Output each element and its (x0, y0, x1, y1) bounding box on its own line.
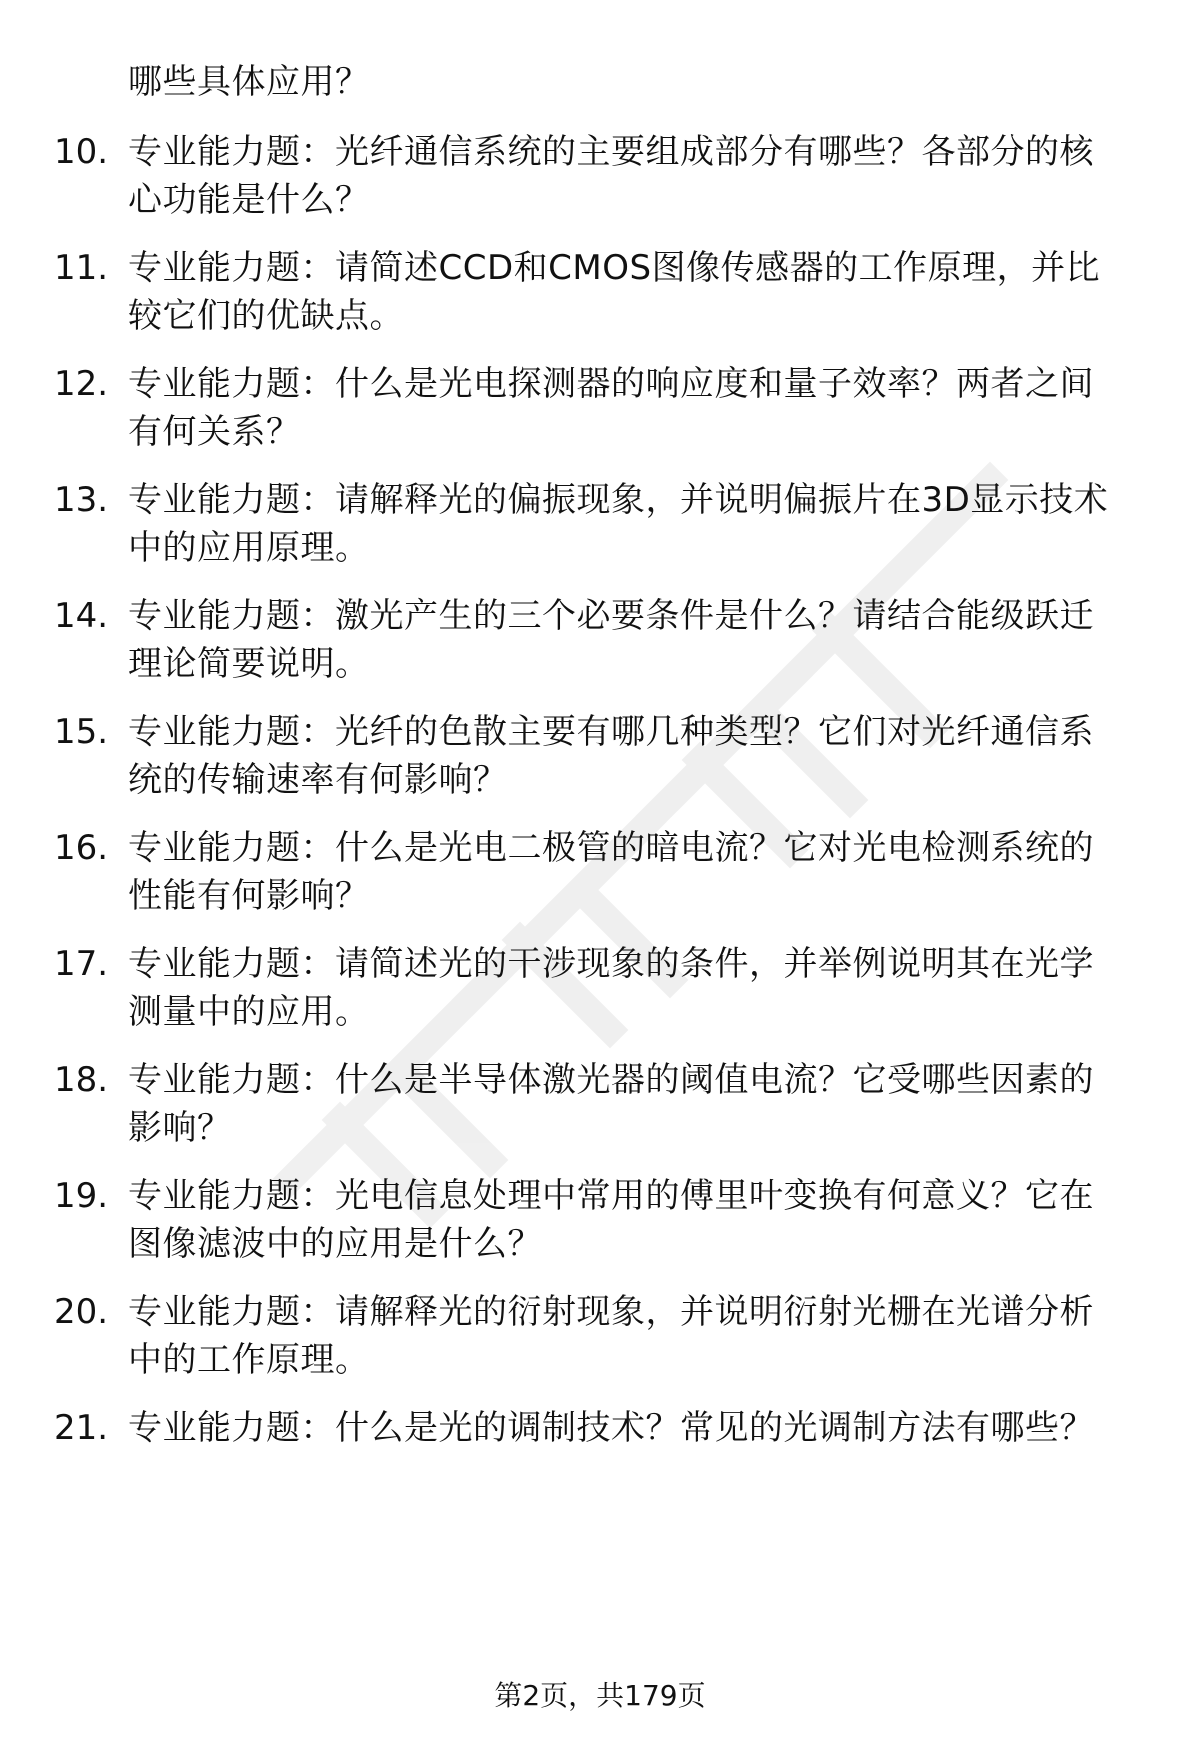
question-text-line: 专业能力题：光纤通信系统的主要组成部分有哪些？各部分的核 (128, 132, 1094, 172)
question-number: 10. (54, 132, 109, 172)
question-text-line: 专业能力题：激光产生的三个必要条件是什么？请结合能级跃迁 (128, 596, 1094, 636)
question-text-line: 有何关系？ (128, 412, 301, 452)
question-text-line: 专业能力题：什么是半导体激光器的阈值电流？它受哪些因素的 (128, 1060, 1094, 1100)
question-text-line: 性能有何影响？ (128, 876, 370, 916)
question-text-line: 统的传输速率有何影响？ (128, 760, 508, 800)
question-text-line: 专业能力题：请解释光的衍射现象，并说明衍射光栅在光谱分析 (128, 1292, 1094, 1332)
question-number: 17. (54, 944, 109, 984)
question-text-line: 中的应用原理。 (128, 528, 370, 568)
continuation-text: 哪些具体应用？ (128, 62, 370, 102)
question-number: 12. (54, 364, 109, 404)
question-number: 16. (54, 828, 109, 868)
question-text-line: 专业能力题：光电信息处理中常用的傅里叶变换有何意义？它在 (128, 1176, 1094, 1216)
question-number: 21. (54, 1408, 109, 1448)
question-text-line: 专业能力题：请简述CCD和CMOS图像传感器的工作原理，并比 (128, 248, 1101, 288)
question-text-line: 心功能是什么？ (128, 180, 370, 220)
page-footer: 第2页，共179页 (494, 1679, 706, 1712)
question-text-line: 图像滤波中的应用是什么？ (128, 1224, 542, 1264)
question-text-line: 较它们的优缺点。 (128, 296, 404, 336)
question-text-line: 专业能力题：什么是光的调制技术？常见的光调制方法有哪些？ (128, 1408, 1094, 1448)
question-number: 15. (54, 712, 109, 752)
question-text-line: 影响？ (128, 1108, 232, 1148)
question-text-line: 专业能力题：请解释光的偏振现象，并说明偏振片在3D显示技术 (128, 480, 1109, 520)
question-number: 18. (54, 1060, 109, 1100)
question-text-line: 专业能力题：请简述光的干涉现象的条件，并举例说明其在光学 (128, 944, 1094, 984)
question-text-line: 中的工作原理。 (128, 1340, 370, 1380)
question-text-line: 专业能力题：什么是光电探测器的响应度和量子效率？两者之间 (128, 364, 1094, 404)
question-number: 20. (54, 1292, 109, 1332)
question-number: 11. (54, 248, 109, 288)
question-text-line: 专业能力题：什么是光电二极管的暗电流？它对光电检测系统的 (128, 828, 1094, 868)
question-number: 14. (54, 596, 109, 636)
question-text-line: 专业能力题：光纤的色散主要有哪几种类型？它们对光纤通信系 (128, 712, 1094, 752)
question-number: 19. (54, 1176, 109, 1216)
question-number: 13. (54, 480, 109, 520)
question-text-line: 理论简要说明。 (128, 644, 370, 684)
question-text-line: 测量中的应用。 (128, 992, 370, 1032)
